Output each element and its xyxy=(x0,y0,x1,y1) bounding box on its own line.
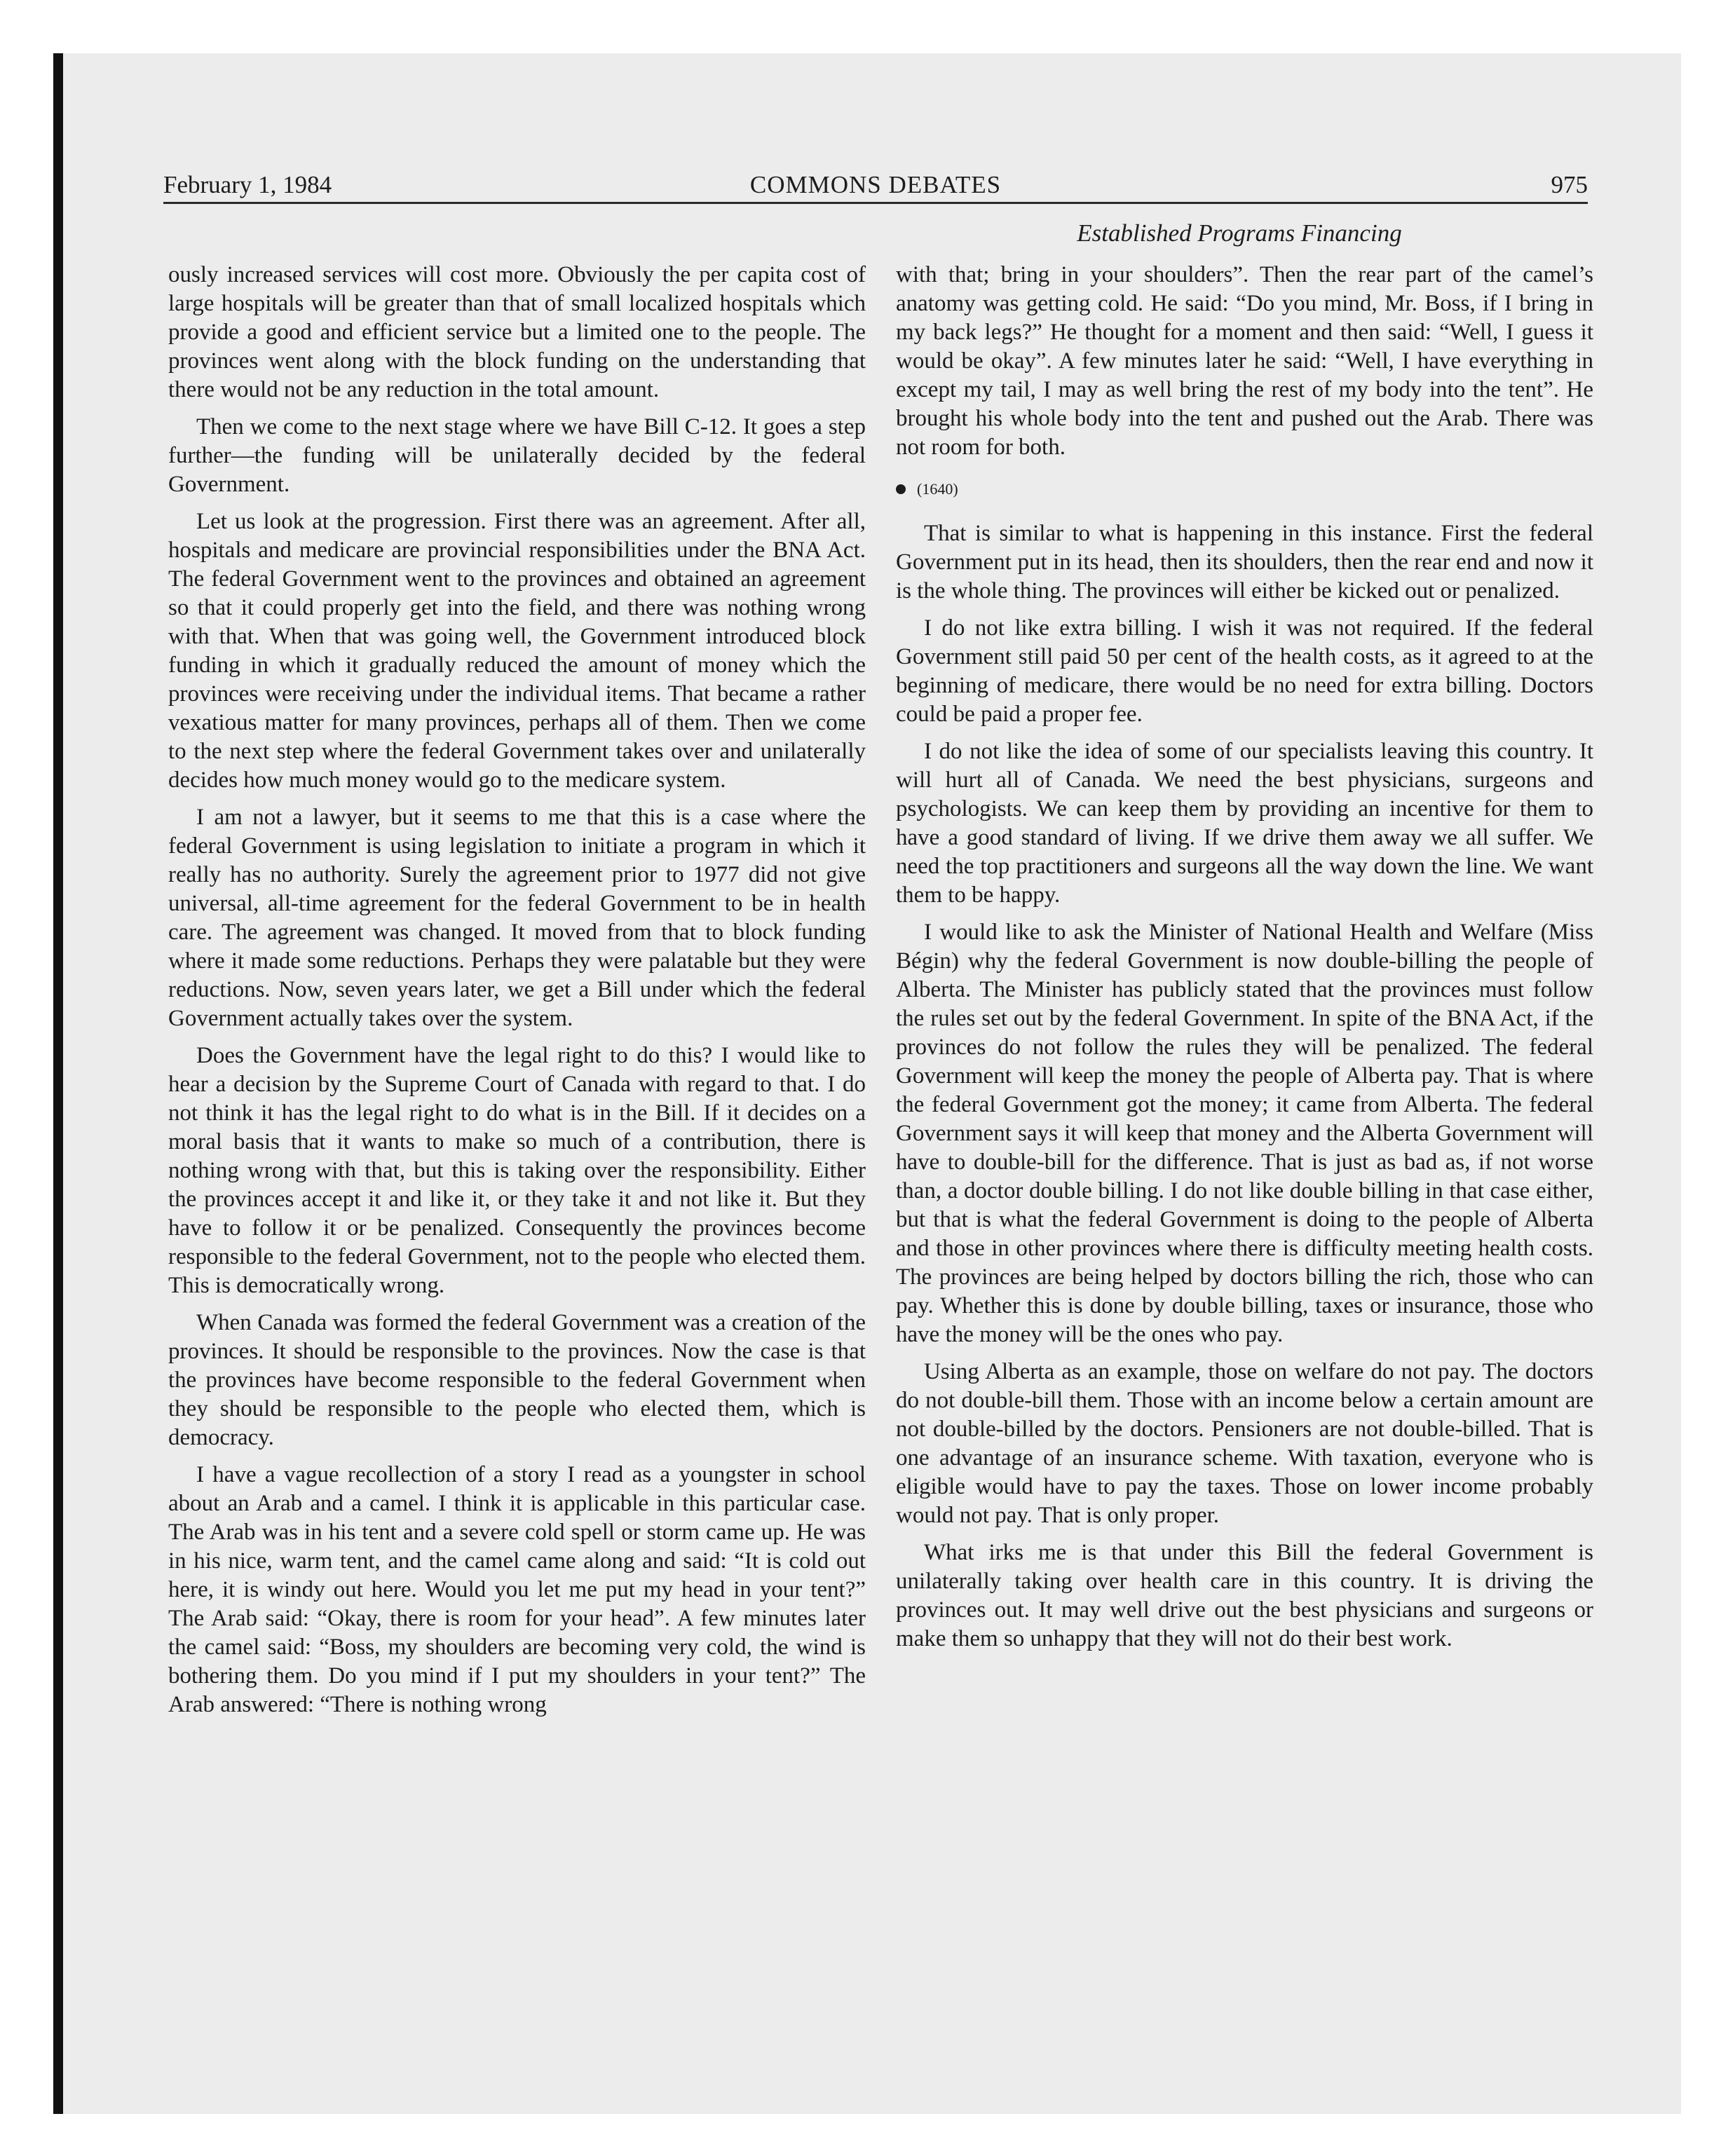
header-date: February 1, 1984 xyxy=(163,171,332,198)
paragraph: When Canada was formed the federal Government was a creation of the provinces. It should be responsible to the provinces. Now the case is that the provinces have become responsible to the federal Government when they should be responsible to the people who elected them, which is democracy. xyxy=(168,1310,866,1450)
paragraph: Let us look at the progression. First there was an agreement. After all, hospitals and medicare are provincial responsibilities under the BNA Act. The federal Government went to the provinces and obtained an agreement so that it could properly get into the field, and there was nothing wrong with that. When that was going well, the Government introduced block funding in which it gradually reduced the amount of money which the provinces were receiving under the individual items. That became a rather vexatious matter for many provinces, perhaps all of them. Then we come to the next step where the federal Government takes over and unilaterally decides how much money would go to the medicare system. xyxy=(168,509,866,793)
header-publication: COMMONS DEBATES xyxy=(749,171,1002,198)
header-page-number: 975 xyxy=(1551,171,1588,198)
timestamp: (1640) xyxy=(917,480,958,498)
paragraph: That is similar to what is happening in this instance. First the federal Government put in its head, then its shoulders, then the rear end and now it is the whole thing. The provinces will either be kicked out or penalized. xyxy=(896,521,1593,603)
right-column xyxy=(896,261,1593,1662)
page-header xyxy=(163,171,1588,204)
paragraph: I would like to ask the Minister of National Health and Welfare (Miss Bégin) why the federal Government is now double-billing the people of Alberta. The Minister has publicly stated that the provinces must follow the rules set out by the federal Government. In spite of the BNA Act, if the provinces do not follow the rules they will be penalized. The federal Government will keep the money the people of Alberta pay. That is where the federal Government got the money; it came from Alberta. The federal Government says it will keep that money and the Alberta Government will have to double-bill for the difference. That is just as bad as, if not worse than, a doctor double billing. I do not like double billing in that case either, but that is what the federal Government is doing to the people of Alberta and those in other provinces where there is difficulty meeting health costs. The provinces are being helped by doctors billing the rich, those who can pay. Whether this is done by double billing, taxes or insurance, those who have the money will be the ones who pay. xyxy=(896,920,1593,1347)
paragraph: I am not a lawyer, but it seems to me that this is a case where the federal Government is using legislation to initiate a program in which it really has no authority. Surely the agreement prior to 1977 did not give universal, all-time agreement for the federal Government to be in health care. The agreement was changed. It moved from that to block funding where it made some reductions. Perhaps they were palatable but they were reductions. Now, seven years later, we get a Bill under which the federal Government actually takes over the system. xyxy=(168,805,866,1031)
paragraph: Then we come to the next stage where we have Bill C-12. It goes a step further—the funding will be unilaterally decided by the federal Government. xyxy=(168,414,866,497)
left-column xyxy=(168,261,866,1728)
scan-edge-bar xyxy=(53,53,63,2114)
paragraph: I have a vague recollection of a story I read as a youngster in school about an Arab and a camel. I think it is applicable in this particular case. The Arab was in his tent and a severe cold spell or storm came up. He was in his nice, warm tent, and the camel came along and said: “It is cold out here, it is windy out here. Would you let me put my head in your tent?” The Arab said: “Okay, there is room for your head”. A few minutes later the camel said: “Boss, my shoulders are becoming very cold, the wind is bothering them. Do you mind if I put my shoulders in your tent?” The Arab answered: “There is nothing wrong xyxy=(168,1462,866,1717)
timestamp-marker xyxy=(896,479,1593,500)
paragraph: What irks me is that under this Bill the federal Government is unilaterally taking over health care in this country. It is driving the provinces out. It may well drive out the best physicians and surgeons or make them so unhappy that they will not do their best work. xyxy=(896,1540,1593,1651)
paragraph: ously increased services will cost more. Obviously the per capita cost of large hospitals will be greater than that of small localized hospitals which provide a good and efficient service but a limited one to the people. The provinces went along with the block funding on the understanding that there would not be any reduction in the total amount. xyxy=(168,262,866,402)
paragraph: I do not like extra billing. I wish it was not required. If the federal Government still paid 50 per cent of the health costs, as it agreed to at the beginning of medicare, there would be no need for extra billing. Doctors could be paid a proper fee. xyxy=(896,615,1593,727)
paragraph: Using Alberta as an example, those on welfare do not pay. The doctors do not double-bill them. Those with an income below a certain amount are not double-billed by the doctors. Pensioners are not double-billed. That is one advantage of an insurance scheme. With taxation, everyone who is eligible would have to pay the taxes. Those on lower income probably would not pay. That is only proper. xyxy=(896,1359,1593,1528)
bullet-icon xyxy=(896,484,906,494)
paragraph: Does the Government have the legal right to do this? I would like to hear a decision by the Supreme Court of Canada with regard to that. I do not think it has the legal right to do what is in the Bill. If it decides on a moral basis that it wants to make so much of a contribution, there is nothing wrong with that, but this is taking over the responsibility. Either the provinces accept it and like it, or they take it and not like it. But they have to follow it or be penalized. Consequently the provinces become responsible to the federal Government, not to the people who elected them. This is democratically wrong. xyxy=(168,1043,866,1298)
paragraph: with that; bring in your shoulders”. Then the rear part of the camel’s anatomy was getting cold. He said: “Do you mind, Mr. Boss, if I bring in my back legs?” He thought for a moment and then said: “Well, I guess it would be okay”. A few minutes later he said: “Well, I have everything in except my tail, I may as well bring the rest of my body into the tent”. He brought his whole body into the tent and pushed out the Arab. There was not room for both. xyxy=(896,262,1593,460)
paragraph: I do not like the idea of some of our specialists leaving this country. It will hurt all of Canada. We need the best physicians, surgeons and psychologists. We can keep them by providing an incentive for them to have a good standard of living. If we drive them away we all suffer. We need the top practitioners and surgeons all the way down the line. We want them to be happy. xyxy=(896,739,1593,908)
section-subject: Established Programs Financing xyxy=(1077,219,1402,247)
